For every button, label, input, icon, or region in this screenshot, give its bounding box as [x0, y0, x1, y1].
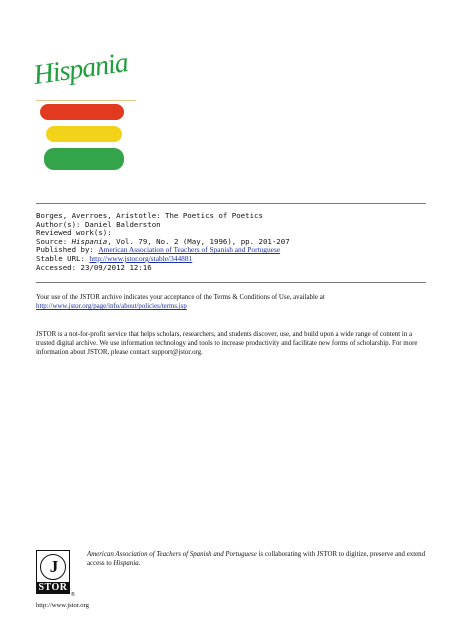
seal-letter: J: [49, 557, 59, 576]
terms-link[interactable]: http://www.jstor.org/page/info/about/policies/terms.jsp: [36, 303, 187, 310]
accessed-date: 23/09/2012 12:16: [80, 262, 152, 272]
reviewed-works-row: Reviewed work(s):: [36, 228, 112, 238]
published-row: Published by: American Association of Teachers of Spanish and Portuguese: [36, 245, 281, 255]
terms-notice: [36, 293, 426, 311]
source-journal: Hispania: [71, 236, 108, 246]
accessed-row: Accessed: 23/09/2012 12:16: [36, 262, 152, 272]
meta-divider: [36, 282, 426, 283]
stable-url-row: Stable URL: http://www.jstor.org/stable/344881: [36, 253, 193, 263]
terms-notice-text: Your use of the JSTOR archive indicates your acceptance of the Terms & Conditions of Use, available at: [36, 294, 325, 301]
logo-red-stripe: [40, 104, 124, 120]
stable-url-link[interactable]: http://www.jstor.org/stable/344881: [89, 253, 193, 263]
jstor-seal-logo: [36, 550, 70, 584]
logo-yellow-stripe: [46, 126, 122, 142]
source-row: Source: Hispania, Vol. 79, No. 2 (May, 1996), pp. 201-207: [36, 236, 290, 246]
article-metadata: [36, 212, 426, 272]
collab-journal: Hispania: [113, 559, 139, 567]
jstor-url: http://www.jstor.org: [36, 602, 89, 609]
seal-circle: [40, 554, 66, 580]
authors-row: Author(s): Daniel Balderston: [36, 219, 161, 229]
author-name: Daniel Balderston: [84, 219, 161, 229]
collaboration-notice: American Association of Teachers of Spanish and Portuguese is collaborating with JSTOR to digitize, preserve and extend access to Hispania.: [87, 551, 426, 567]
jstor-wordmark: STOR: [36, 582, 70, 594]
collab-organization: American Association of Teachers of Spanish and Portuguese: [87, 551, 257, 558]
logo-underline: [36, 100, 136, 101]
registered-mark: ®: [71, 592, 75, 598]
top-divider: [36, 203, 426, 204]
logo-green-stripe: [44, 148, 124, 170]
about-jstor: JSTOR is a not-for-profit service that helps scholars, researchers, and students discover, use, and build upon a wide range of content in a trusted digital archive. We use information technology and tools to increase productivity and facilitate new forms of scholarship. For more information about JSTOR, please contact support@jstor.org.: [36, 331, 418, 356]
publisher-link[interactable]: American Association of Teachers of Spanish and Portuguese: [98, 245, 281, 255]
hispania-logo: [31, 47, 136, 172]
hispania-logo-text: Hispania: [31, 47, 130, 92]
article-title: Borges, Averroes, Aristotle: The Poetics of Poetics: [36, 211, 263, 220]
